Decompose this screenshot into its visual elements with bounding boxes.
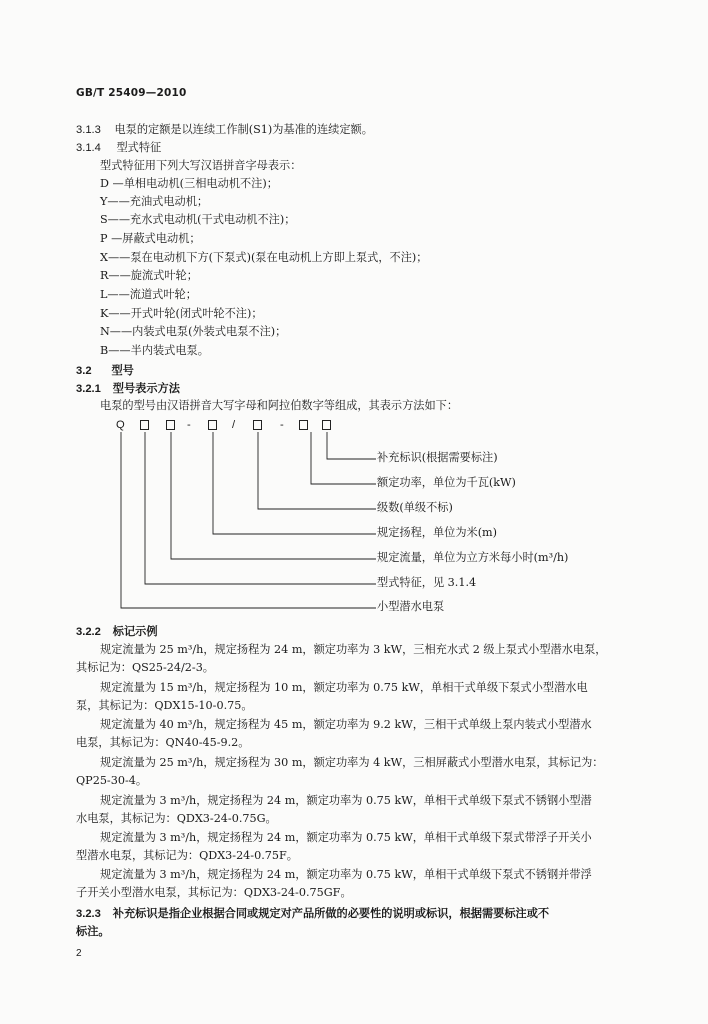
clause-title: 型号表示方法 [112, 381, 180, 395]
diagram-label: 额定功率，单位为千瓦(kW) [377, 476, 516, 489]
type-item: R——旋流式叶轮； [100, 269, 198, 282]
example-line: 型潜水电泵，其标记为：QDX3-24-0.75F。 [76, 849, 298, 862]
example-line: 子开关小型潜水电泵，其标记为：QDX3-24-0.75GF。 [76, 886, 352, 899]
leader-line [213, 432, 376, 534]
leader-line [171, 432, 376, 559]
separator-dash: - [280, 419, 284, 431]
placeholder-box [253, 420, 262, 430]
diagram-label: 型式特征，见 3.1.4 [377, 576, 477, 589]
clause-title: 标记示例 [112, 624, 158, 638]
diagram-label: 补充标识(根据需要标注) [377, 451, 498, 464]
type-item: K——开式叶轮(闭式叶轮不注)； [100, 307, 263, 320]
leader-line [121, 432, 376, 608]
example-line: 规定流量为 15 m³/h，规定扬程为 10 m，额定功率为 0.75 kW，单相干式单级下泵式小型潜水电 [100, 681, 588, 694]
diagram-label: 小型潜水电泵 [377, 600, 445, 613]
placeholder-box [166, 420, 175, 430]
example-line: 泵，其标记为：QDX15-10-0.75。 [76, 699, 253, 712]
page-number: 2 [76, 948, 82, 959]
example-line: QP25-30-4。 [76, 774, 148, 787]
placeholder-box [322, 420, 331, 430]
example-line: 其标记为：QS25-24/2-3。 [76, 661, 214, 674]
separator-dash: - [187, 419, 191, 431]
leader-line [258, 432, 376, 509]
leader-line [327, 432, 376, 459]
standard-number: GB/T 25409—2010 [76, 87, 187, 99]
separator-slash: / [232, 419, 236, 431]
clause-text: 补充标识是指企业根据合同或规定对产品所做的必要性的说明或标识，根据需要标注或不 [112, 906, 550, 920]
clause-314-intro: 型式特征用下列大写汉语拼音字母表示： [100, 159, 302, 172]
example-line: 规定流量为 3 m³/h，规定扬程为 24 m，额定功率为 0.75 kW，单相干式单级下泵式带浮子开关小 [100, 831, 592, 844]
type-item: P —屏蔽式电动机； [100, 232, 201, 245]
leader-line [145, 432, 376, 584]
diagram-label: 规定扬程，单位为米(m) [377, 526, 498, 539]
section-number: 3.2 [76, 365, 92, 377]
placeholder-box [208, 420, 217, 430]
clause-323-continuation: 标注。 [76, 924, 110, 938]
type-item: Y——充油式电动机； [100, 195, 209, 208]
placeholder-box [299, 420, 308, 430]
model-prefix-q: Q [116, 419, 125, 431]
type-item: D —单相电动机(三相电动机不注)； [100, 177, 278, 190]
diagram-label: 级数(单级不标) [377, 501, 453, 514]
clause-title: 型式特征 [116, 141, 162, 154]
type-item: B——半内装式电泵。 [100, 344, 209, 357]
type-item: X——泵在电动机下方(下泵式)(泵在电动机上方即上泵式，不注)； [100, 251, 428, 264]
clause-number: 3.1.4 [76, 142, 101, 154]
type-item: S——充水式电动机(干式电动机不注)； [100, 213, 296, 226]
example-line: 电泵，其标记为：QN40-45-9.2。 [76, 736, 250, 749]
clause-322-heading [76, 624, 158, 639]
type-item: L——流道式叶轮； [100, 288, 197, 301]
example-line: 规定流量为 3 m³/h，规定扬程为 24 m，额定功率为 0.75 kW，单相干式单级下泵式不锈钢并带浮 [100, 868, 592, 881]
clause-text: 电泵的定额是以连续工作制(S1)为基准的连续定额。 [114, 123, 373, 136]
clause-323 [76, 906, 549, 921]
diagram-label: 规定流量，单位为立方米每小时(m³/h) [377, 551, 569, 564]
example-line: 规定流量为 3 m³/h，规定扬程为 24 m，额定功率为 0.75 kW，单相干式单级下泵式不锈钢小型潜 [100, 794, 592, 807]
example-line: 规定流量为 40 m³/h，规定扬程为 45 m，额定功率为 9.2 kW，三相干式单级上泵内装式小型潜水 [100, 718, 592, 731]
leader-line [311, 432, 376, 484]
example-line: 水电泵，其标记为：QDX3-24-0.75G。 [76, 812, 277, 825]
clause-number: 3.2.3 [76, 908, 101, 920]
example-line: 规定流量为 25 m³/h，规定扬程为 30 m，额定功率为 4 kW，三相屏蔽式小型潜水电泵，其标记为： [100, 756, 604, 769]
type-item: N——内装式电泵(外装式电泵不注)； [100, 325, 287, 338]
section-title: 型号 [111, 363, 134, 377]
clause-number: 3.2.1 [76, 383, 101, 395]
clause-number: 3.2.2 [76, 626, 101, 638]
clause-number: 3.1.3 [76, 124, 101, 136]
example-line: 规定流量为 25 m³/h，规定扬程为 24 m，额定功率为 3 kW，三相充水式 2 级上泵式小型潜水电泵， [100, 643, 607, 656]
placeholder-box [140, 420, 149, 430]
clause-321-intro: 电泵的型号由汉语拼音大写字母和阿拉伯数字等组成，其表示方法如下： [100, 399, 459, 412]
